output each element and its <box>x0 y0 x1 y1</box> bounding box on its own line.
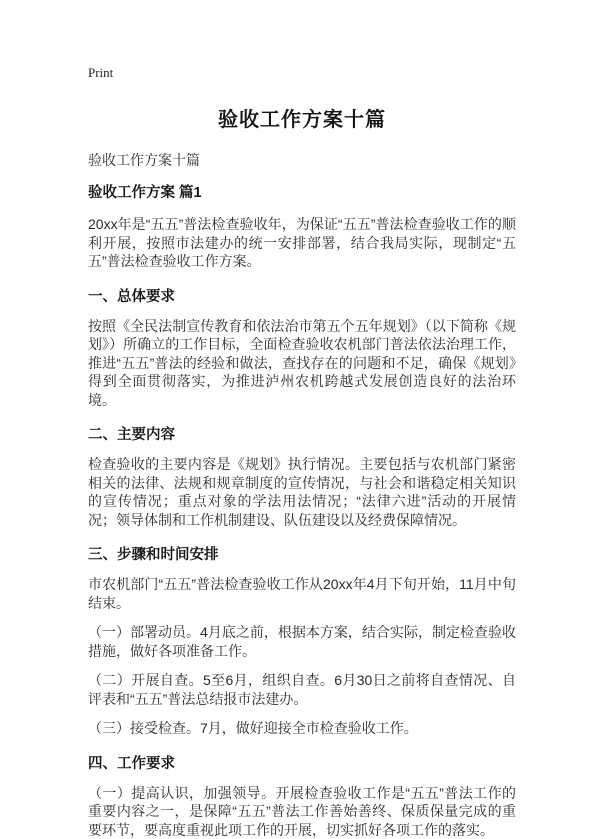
document-title: 验收工作方案十篇 <box>88 103 516 132</box>
document-body <box>88 215 516 839</box>
article-heading: 验收工作方案 篇1 <box>88 181 516 202</box>
document-subtitle: 验收工作方案十篇 <box>88 150 516 170</box>
heading-overall-requirements: 一、总体要求 <box>88 285 516 306</box>
paragraph-intro: 20xx年是“五五”普法检查验收年，为保证“五五”普法检查验收工作的顺利开展，按照市法建办的统一安排部署，结合我局实际，现制定“五五”普法检查验收工作方案。 <box>88 215 516 271</box>
paragraph-step-3: （三）接受检查。7月，做好迎接全市检查验收工作。 <box>88 719 516 738</box>
heading-work-requirements: 四、工作要求 <box>88 752 516 773</box>
paragraph-step-1: （一）部署动员。4月底之前，根据本方案，结合实际，制定检查验收措施，做好各项准备工作。 <box>88 623 516 660</box>
paragraph-schedule: 市农机部门“五五”普法检查验收工作从20xx年4月下旬开始，11月中旬结束。 <box>88 575 516 612</box>
heading-steps-schedule: 三、步骤和时间安排 <box>88 543 516 564</box>
paragraph-step-2: （二）开展自查。5至6月，组织自查。6月30日之前将自查情况、自评表和“五五”普法总结报市法建办。 <box>88 671 516 708</box>
print-link[interactable]: Print <box>88 65 113 81</box>
paragraph-requirement-1: （一）提高认识，加强领导。开展检查验收工作是“五五”普法工作的重要内容之一，是保障“五五”普法工作善始善终、保质保量完成的重要环节，要高度重视此项工作的开展，切实抓好各项工作的落实。 <box>88 784 516 839</box>
paragraph-main-content: 检查验收的主要内容是《规划》执行情况。主要包括与农机部门紧密相关的法律、法规和规章制度的宣传情况，与社会和谐稳定相关知识的宣传情况；重点对象的学法用法情况；“法律六进”活动的开展情况；领导体制和工作机制建设、队伍建设以及经费保障情况。 <box>88 455 516 529</box>
heading-main-content: 二、主要内容 <box>88 423 516 444</box>
paragraph-overall-requirements: 按照《全民法制宣传教育和依法治市第五个五年规划》（以下简称《规划》）所确立的工作目标，全面检查验收农机部门普法依法治理工作，推进“五五”普法的经验和做法，查找存在的问题和不足，确保《规划》得到全面贯彻落实，为推进泸州农机跨越式发展创造良好的法治环境。 <box>88 317 516 410</box>
